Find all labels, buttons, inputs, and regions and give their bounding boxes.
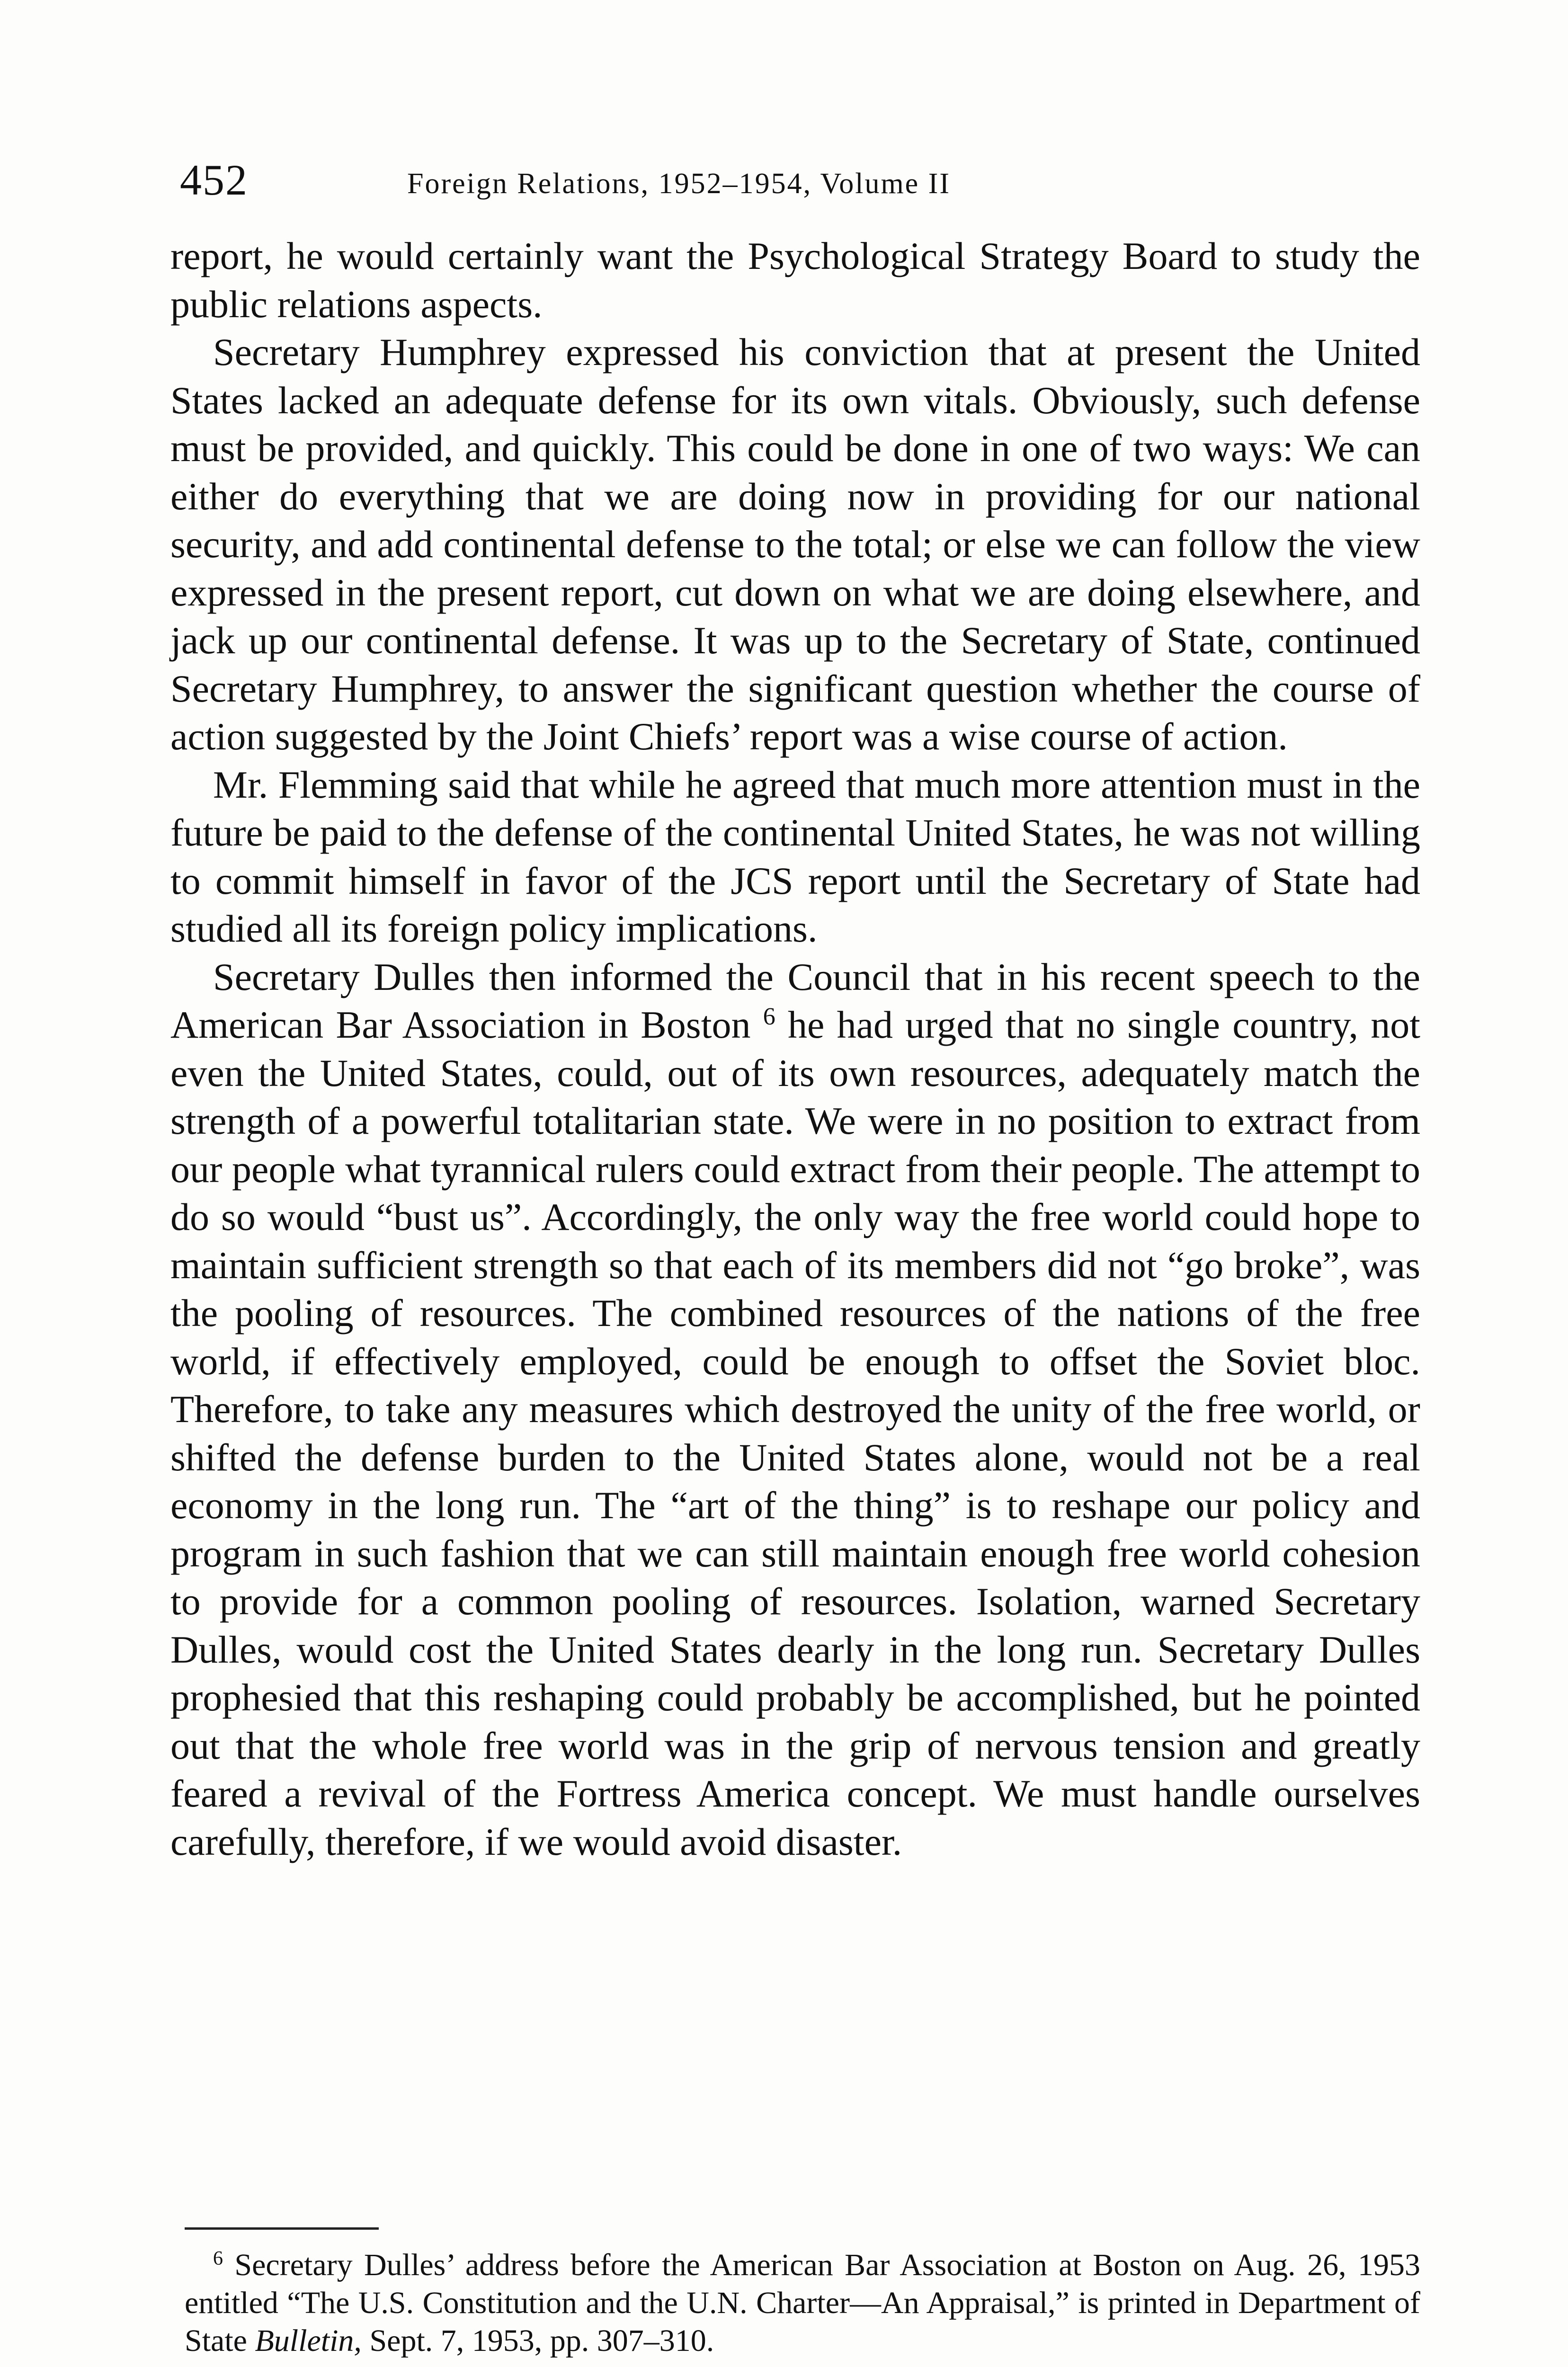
page-header <box>170 151 1420 208</box>
paragraph-continued: report, he would certainly want the Psychological Strategy Board to study the public relations aspects. <box>170 234 1420 326</box>
footnote-text-end: Sept. 7, 1953, pp. 307–310. <box>361 2323 714 2358</box>
footnote-number: 6 <box>213 2248 223 2269</box>
body-text <box>170 232 1420 1866</box>
running-title: Foreign Relations, 1952–1954, Volume II <box>407 168 951 200</box>
footnote-reference: 6 <box>763 1003 775 1030</box>
footnote-italic-title: Bulletin, <box>255 2323 362 2358</box>
footnote-text-start: Secretary Dulles’ address before the American Bar Association at Boston on Aug. 26, 1953 entitled “The U.S. Constitution and the U.N. Charter—An Appraisal,” is printed in Department of State <box>185 2248 1421 2358</box>
footnote-divider <box>185 2227 379 2230</box>
page-number: 452 <box>180 156 248 204</box>
paragraph-flemming: Mr. Flemming said that while he agreed that much more attention must in the future be paid to the defense of the continental United States, he was not willing to commit himself in favor of the JCS report until the Secretary of State had studied all its foreign policy implications. <box>170 763 1420 950</box>
paragraph-humphrey: Secretary Humphrey expressed his conviction that at present the United States lacked an adequate defense for its own vitals. Obviously, such defense must be provided, and quickly. This could be done in one of two ways: We can either do everything that we are doing now in providing for our national security, and add continental defense to the total; or else we can follow the view expressed in the present report, cut down on what we are doing elsewhere, and jack up our continental defense. It was up to the Secretary of State, continued Secretary Humphrey, to answer the significant question whether the course of action suggested by the Joint Chiefs’ report was a wise course of action. <box>170 330 1420 758</box>
paragraph-dulles <box>170 953 1420 1866</box>
paragraph-dulles-rest: he had urged that no single country, not even the United States, could, out of its own resources, adequately match the strength of a powerful totalitarian state. We were in no position to extract from our people what tyrannical rulers could extract from their people. The attempt to do so would “bust us”. Accordingly, the only way the free world could hope to maintain sufficient strength so that each of its members did not “go broke”, was the pooling of resources. The combined resources of the nations of the free world, if effectively employed, could be enough to offset the Soviet bloc. Therefore, to take any measures which destroyed the unity of the free world, or shifted the defense burden to the United States alone, would not be a real economy in the long run. The “art of the thing” is to reshape our policy and program in such fashion that we can still maintain enough free world cohesion to provide for a common pooling of resources. Isolation, warned Secretary Dulles, would cost the United States dearly in the long run. Secretary Dulles prophesied that this reshaping could probably be accomplished, but he pointed out that the whole free world was in the grip of nervous tension and greatly feared a revival of the Fortress America concept. We must handle ourselves carefully, therefore, if we would avoid disaster. <box>170 1003 1420 1863</box>
footnote <box>185 2246 1420 2360</box>
paragraph-dulles-start: Secretary Dulles then informed the Council that in his recent speech to the American Bar Association in Boston <box>170 955 1420 1046</box>
